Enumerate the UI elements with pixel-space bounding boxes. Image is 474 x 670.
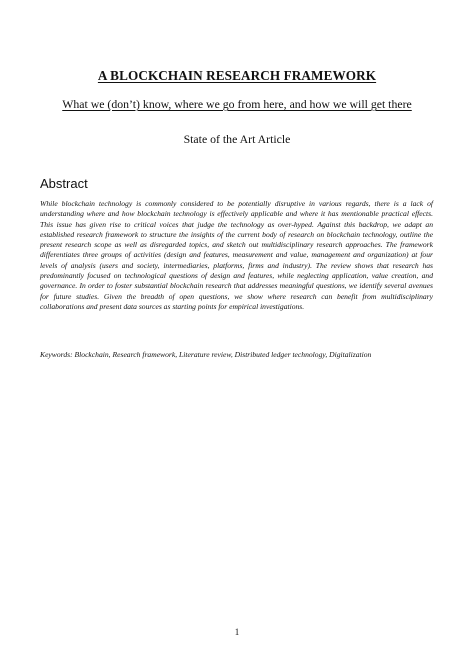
article-type: State of the Art Article — [183, 132, 291, 146]
paper-subtitle: What we (don’t) know, where we go from here, and how we will get there — [62, 97, 412, 111]
abstract-heading: Abstract — [40, 176, 88, 191]
abstract-body: While blockchain technology is commonly considered to be potentially disruptive in various regards, there is a lack of understanding where and how blockchain technology is effectively applicable and where it has mentionable practical effects. This issue has given rise to critical voices that judge the technology as over-hyped. Against this backdrop, we adapt an established research framework to structure the insights of the current body of research on blockchain technology, outline the present research scope as well as disregarded topics, and sketch out multidisciplinary research approaches. The framework differentiates three groups of activities (design and features, measurement and value, management and organization) at four levels of analysis (users and society, intermediaries, platforms, firms and industry). The review shows that research has predominantly focused on technological questions of design and features, while neglecting application, value creation, and governance. In order to foster substantial blockchain research that addresses meaningful questions, we identify several avenues for future studies. Given the breadth of open questions, we show where research can benefit from multidisciplinary collaborations and present data sources as starting points for empirical investigations. — [40, 199, 433, 311]
keywords: Keywords: Blockchain, Research framework, Literature review, Distributed ledger technology, Digitalization — [40, 350, 372, 359]
paper-title: A BLOCKCHAIN RESEARCH FRAMEWORK — [97, 68, 377, 83]
page-number: 1 — [234, 627, 240, 637]
